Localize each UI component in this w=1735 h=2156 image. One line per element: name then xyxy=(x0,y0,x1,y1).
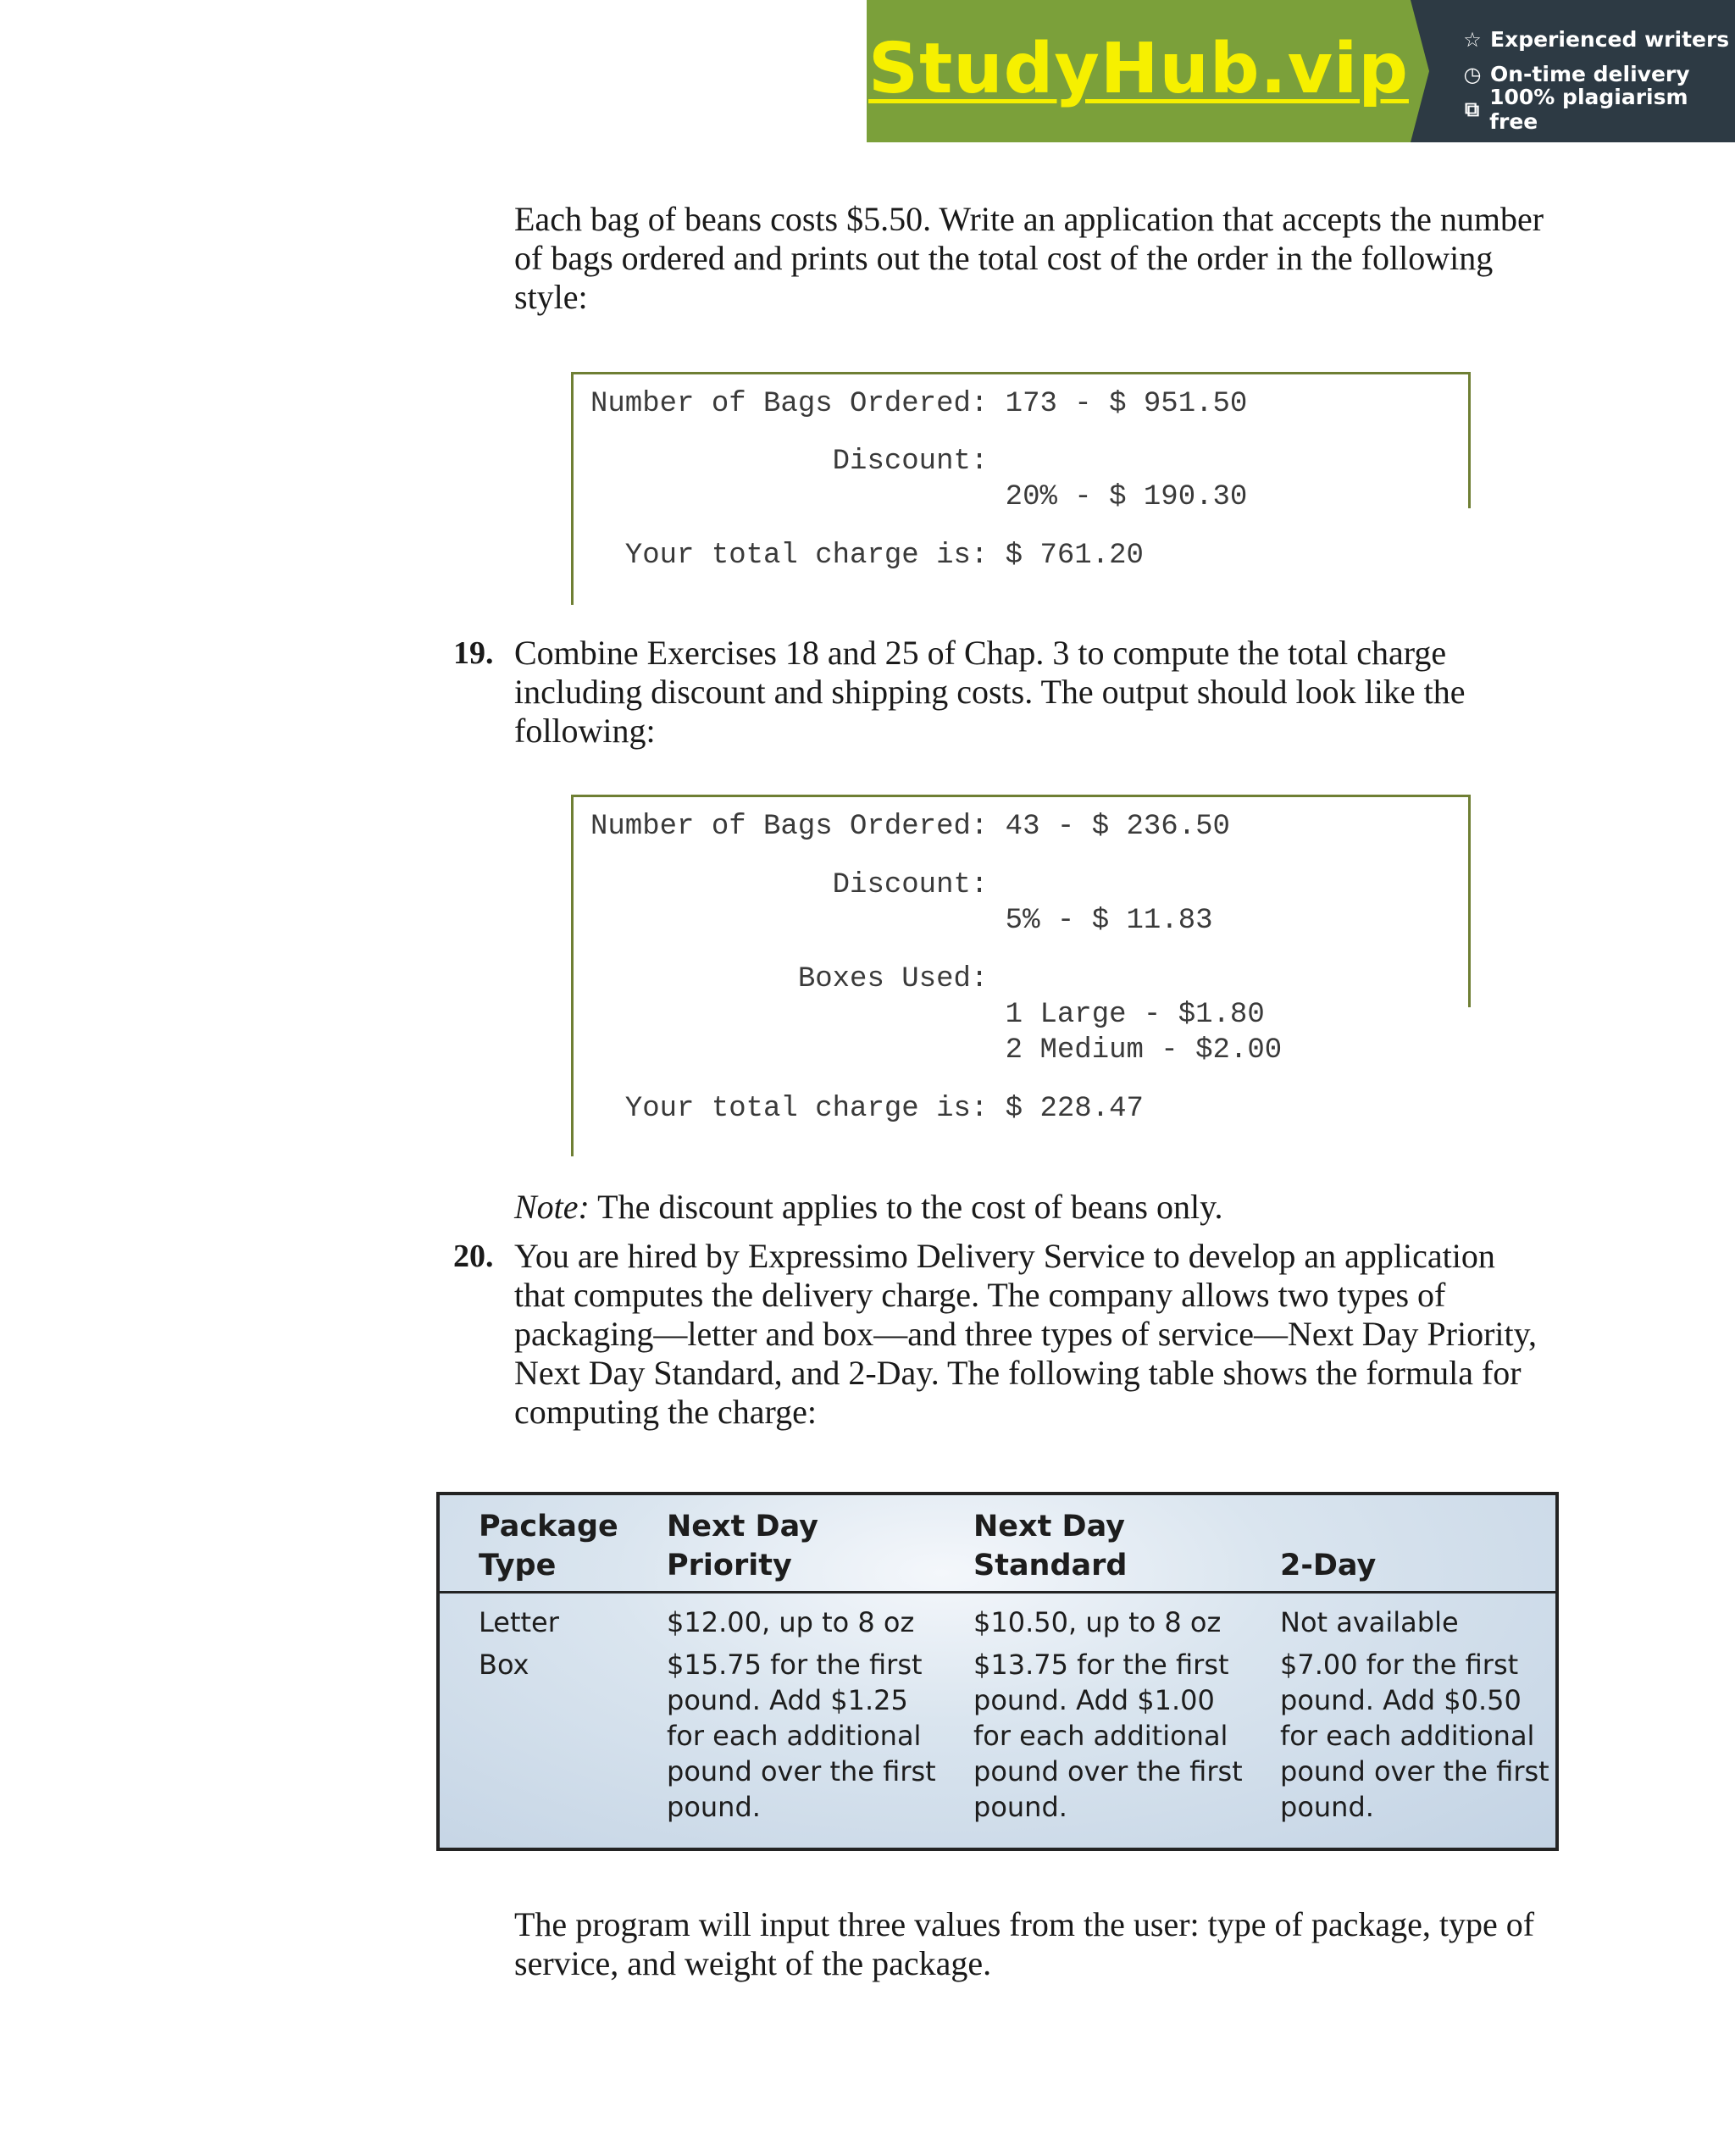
text-line: including discount and shipping costs. The output should look like the xyxy=(514,673,1466,711)
cell-box-standard: $13.75 for the first pound. Add $1.00 for each additional pound over the first pound. xyxy=(973,1649,1243,1823)
cell-box-two-day: $7.00 for the first pound. Add $0.50 for each additional pound over the first pound. xyxy=(1280,1649,1549,1823)
cell-letter-type: Letter xyxy=(479,1606,559,1638)
exercise-20-number: 20. xyxy=(453,1239,494,1274)
text-line: Combine Exercises 18 and 25 of Chap. 3 to compute the total charge xyxy=(514,634,1447,672)
code-line: Your total charge is: $ 761.20 xyxy=(590,540,1144,572)
note-paragraph xyxy=(514,1188,1582,1227)
box-left-border xyxy=(571,374,574,605)
text-line: Next Day Standard, and 2-Day. The following table shows the formula for xyxy=(514,1354,1522,1392)
studyhub-banner[interactable] xyxy=(867,0,1735,142)
code-line: 20% - $ 190.30 xyxy=(590,481,1248,513)
star-icon: ☆ xyxy=(1463,27,1482,52)
text-line: computing the charge: xyxy=(514,1393,817,1431)
code-line: Number of Bags Ordered: 43 - $ 236.50 xyxy=(590,811,1230,843)
box-right-border xyxy=(1468,797,1471,1007)
cell-box-type: Box xyxy=(479,1649,529,1681)
header-two-day: 2-Day xyxy=(1280,1549,1377,1582)
delivery-charge-table xyxy=(436,1492,1559,1851)
text-line: following: xyxy=(514,712,656,750)
code-line: Number of Bags Ordered: 173 - $ 951.50 xyxy=(590,388,1248,420)
copy-icon: ⧉ xyxy=(1464,97,1480,121)
text-line: service, and weight of the package. xyxy=(514,1944,992,1982)
closing-paragraph xyxy=(514,1905,1582,1983)
code-line: Discount: xyxy=(590,446,989,478)
text-line: style: xyxy=(514,278,588,316)
code-line: Boxes Used: xyxy=(590,963,989,995)
header-next-day-standard: Next Day Standard xyxy=(973,1510,1128,1582)
clock-icon: ◷ xyxy=(1463,62,1482,86)
box-right-border xyxy=(1468,374,1471,508)
banner-logo-area[interactable] xyxy=(867,0,1411,142)
sample-output-box-1 xyxy=(571,372,1471,605)
cell-letter-two-day: Not available xyxy=(1280,1606,1459,1638)
note-text: The discount applies to the cost of beans only. xyxy=(589,1188,1223,1226)
header-divider xyxy=(440,1591,1555,1593)
banner-features xyxy=(1411,0,1735,142)
cell-letter-priority: $12.00, up to 8 oz xyxy=(667,1606,915,1638)
code-line: 1 Large - $1.80 xyxy=(590,999,1265,1031)
exercise-19-number: 19. xyxy=(453,635,494,671)
header-next-day-priority: Next Day Priority xyxy=(667,1510,818,1582)
exercise-19-text xyxy=(514,634,1582,751)
code-line: 2 Medium - $2.00 xyxy=(590,1034,1283,1067)
code-line: Discount: xyxy=(590,869,989,901)
code-line: Your total charge is: $ 228.47 xyxy=(590,1093,1144,1125)
header-package-type: Package Type xyxy=(479,1510,618,1582)
text-line: The program will input three values from the user: type of package, type of xyxy=(514,1905,1535,1943)
text-line: of bags ordered and prints out the total cost of the order in the following xyxy=(514,239,1494,277)
note-label: Note: xyxy=(514,1188,590,1226)
intro-paragraph xyxy=(514,200,1582,317)
text-line: Each bag of beans costs $5.50. Write an application that accepts the number xyxy=(514,200,1544,238)
feature-experienced-writers xyxy=(1461,22,1735,57)
sample-output-box-2 xyxy=(571,795,1471,1156)
text-line: that computes the delivery charge. The company allows two types of xyxy=(514,1276,1446,1314)
studyhub-logo[interactable]: StudyHub.vip xyxy=(868,28,1409,109)
cell-box-priority: $15.75 for the first pound. Add $1.25 for each additional pound over the first pound. xyxy=(667,1649,936,1823)
code-line: 5% - $ 11.83 xyxy=(590,905,1213,937)
feature-text: Experienced writers xyxy=(1490,27,1730,52)
text-line: packaging—letter and box—and three types of service—Next Day Priority, xyxy=(514,1315,1538,1353)
exercise-20-text xyxy=(514,1237,1582,1432)
cell-letter-standard: $10.50, up to 8 oz xyxy=(973,1606,1222,1638)
text-line: You are hired by Expressimo Delivery Service to develop an application xyxy=(514,1237,1495,1275)
feature-text: On-time delivery xyxy=(1490,62,1690,86)
feature-plagiarism-free xyxy=(1461,84,1735,134)
box-left-border xyxy=(571,797,574,1156)
feature-text: 100% plagiarism free xyxy=(1489,84,1688,134)
